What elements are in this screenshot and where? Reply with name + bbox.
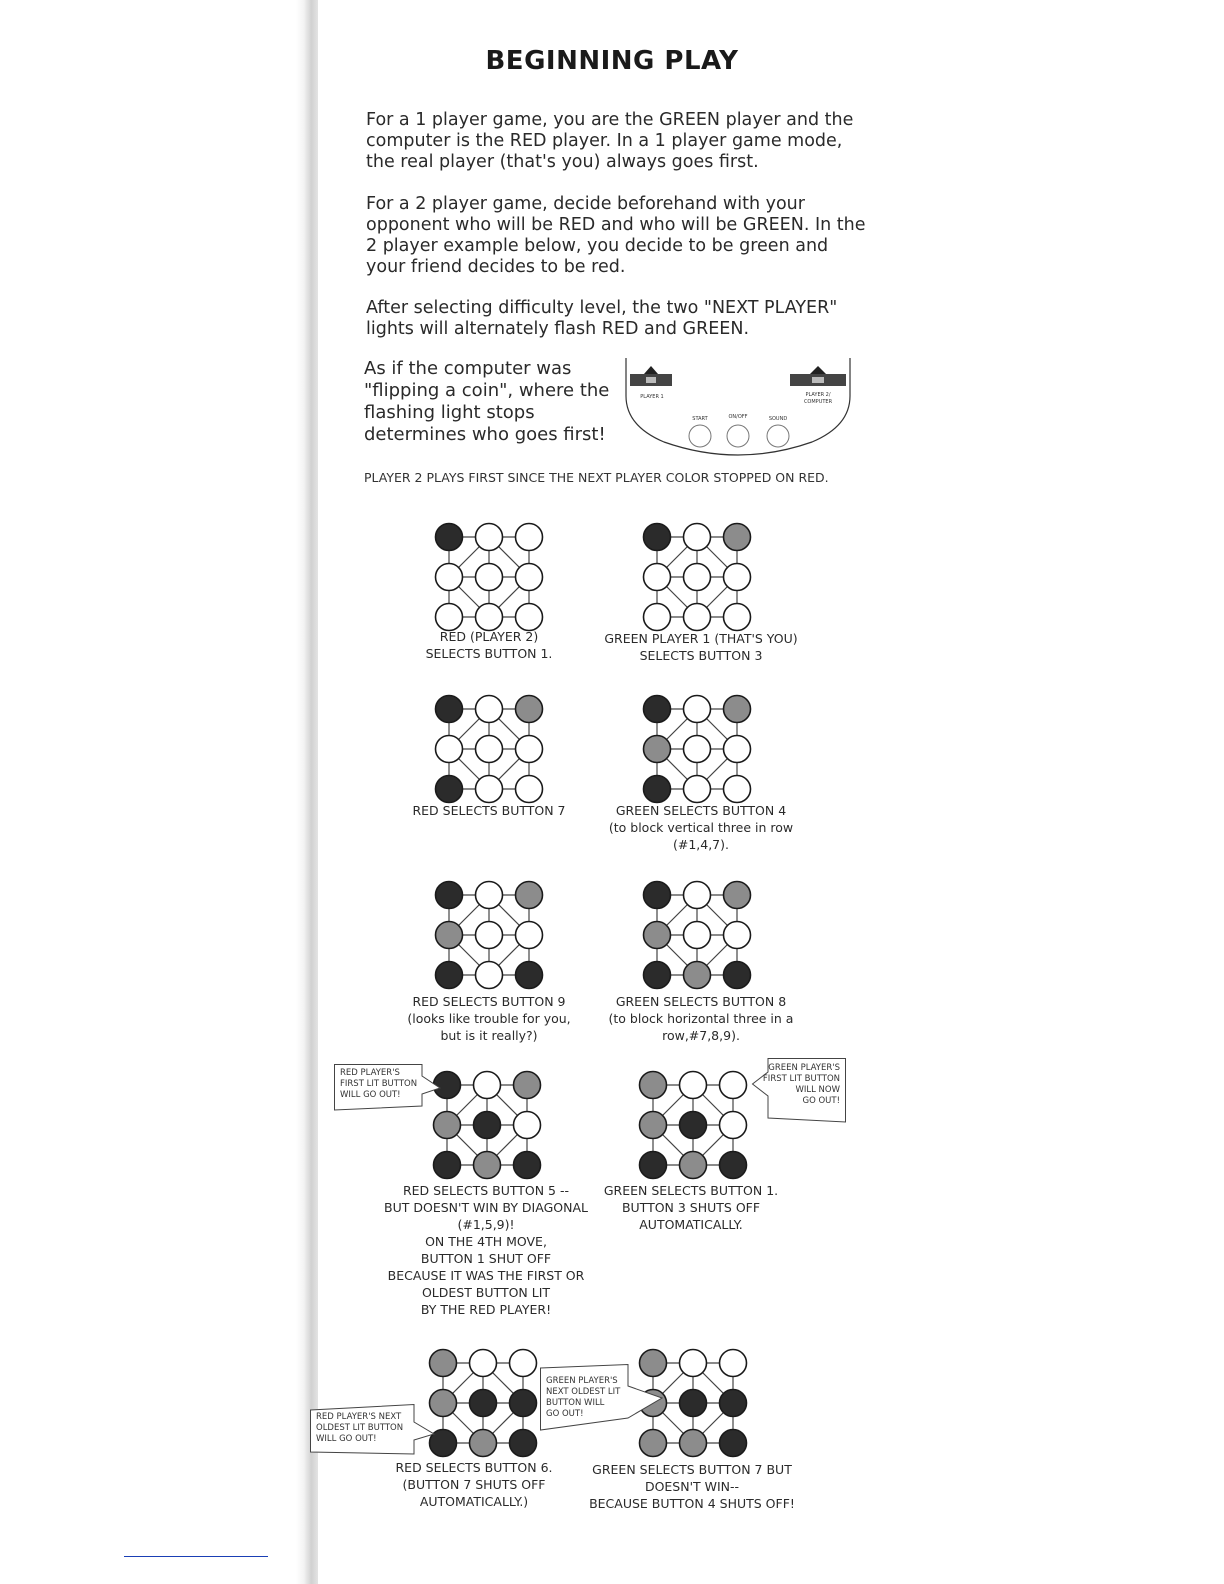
console-start-label: START: [692, 416, 708, 422]
board-9: [418, 1338, 548, 1468]
game-button-6-unlit: [724, 564, 751, 591]
game-button-5-red-lit: [470, 1390, 497, 1417]
game-button-5-unlit: [684, 564, 711, 591]
console-computer-label: COMPUTER: [803, 399, 833, 405]
paragraph-one-player: For a 1 player game, you are the GREEN player and the computer is the RED player. In a 1 player game mode, the real player (that's you) always goes first.: [366, 110, 854, 172]
game-button-8-unlit: [476, 604, 503, 631]
game-button-7-red-lit: [436, 776, 463, 803]
game-button-7-unlit: [436, 604, 463, 631]
board-caption-7: [366, 1182, 606, 1318]
board-3: [424, 684, 554, 814]
game-button-5-unlit: [476, 736, 503, 763]
callout-line: GO OUT!: [546, 1409, 584, 1419]
game-button-7-red-lit: [436, 962, 463, 989]
player1-light-icon: [630, 366, 672, 386]
caption-line: BUTTON 3 SHUTS OFF: [621, 1200, 761, 1215]
game-button-3-unlit: [516, 524, 543, 551]
board-caption-8: [586, 1182, 796, 1233]
game-button-4-green-lit: [644, 922, 671, 949]
board-svg: [424, 684, 554, 814]
game-button-1-red-lit: [644, 696, 671, 723]
caption-line: GREEN SELECTS BUTTON 7 BUT: [592, 1462, 792, 1477]
game-button-4-green-lit: [434, 1112, 461, 1139]
caption-line: SELECTS BUTTON 3: [639, 648, 763, 663]
game-button-1-green-lit: [430, 1350, 457, 1377]
board-svg: [418, 1338, 548, 1468]
caption-line: (to block horizontal three in a: [608, 1011, 794, 1026]
game-button-6-red-lit: [510, 1390, 537, 1417]
caption-line: BECAUSE BUTTON 4 SHUTS OFF!: [589, 1496, 795, 1511]
footnote-rule: [124, 1556, 268, 1557]
game-button-9-unlit: [724, 776, 751, 803]
callout-line: GO OUT!: [802, 1096, 840, 1106]
board-svg: [424, 512, 554, 642]
game-button-5-unlit: [476, 922, 503, 949]
board-caption-2: [586, 630, 816, 664]
game-button-1-red-lit: [436, 882, 463, 909]
caption-line: AUTOMATICALLY.: [639, 1217, 743, 1232]
board-svg: [628, 1060, 758, 1190]
game-button-6-unlit: [724, 736, 751, 763]
caption-line: (to block vertical three in row: [608, 820, 794, 835]
game-button-2-unlit: [680, 1072, 707, 1099]
game-button-9-red-lit: [724, 962, 751, 989]
game-button-6-unlit: [516, 564, 543, 591]
game-button-2-unlit: [476, 696, 503, 723]
board-8: [628, 1060, 758, 1190]
board-caption-5: [384, 993, 594, 1044]
game-button-9-red-lit: [516, 962, 543, 989]
caption-line: row,#7,8,9).: [662, 1028, 740, 1043]
callout-line: NEXT OLDEST LIT: [546, 1387, 621, 1397]
board-4: [632, 684, 762, 814]
game-button-6-unlit: [516, 922, 543, 949]
game-button-6-red-lit: [720, 1390, 747, 1417]
caption-line: OLDEST BUTTON LIT: [421, 1285, 551, 1300]
game-button-9-red-lit: [720, 1430, 747, 1457]
game-button-8-green-lit: [680, 1430, 707, 1457]
game-button-5-unlit: [684, 922, 711, 949]
game-button-9-unlit: [516, 776, 543, 803]
caption-line: GREEN SELECTS BUTTON 8: [615, 994, 787, 1009]
game-button-2-unlit: [684, 882, 711, 909]
game-button-2-unlit: [474, 1072, 501, 1099]
caption-line: BECAUSE IT WAS THE FIRST OR: [387, 1268, 585, 1283]
board-6: [632, 870, 762, 1000]
board-2: [632, 512, 762, 642]
game-button-7-red-lit: [644, 776, 671, 803]
caption-line: (looks like trouble for you,: [407, 1011, 571, 1026]
caption-line: (#1,5,9)!: [457, 1217, 515, 1232]
board-caption-10: [572, 1461, 812, 1512]
game-button-8-green-lit: [474, 1152, 501, 1179]
board-caption-3: [394, 802, 584, 819]
game-button-5-unlit: [476, 564, 503, 591]
game-button-2-unlit: [680, 1350, 707, 1377]
callout-line: WILL GO OUT!: [316, 1434, 377, 1444]
game-button-1-red-lit: [644, 524, 671, 551]
callout-line: RED PLAYER'S: [340, 1068, 400, 1078]
game-button-1-red-lit: [436, 524, 463, 551]
callout-red-next-oldest: [310, 1404, 436, 1456]
game-button-9-unlit: [724, 604, 751, 631]
board-caption-1: [394, 628, 584, 662]
game-button-9-unlit: [516, 604, 543, 631]
caption-line: DOESN'T WIN--: [644, 1479, 740, 1494]
console-sound-label: SOUND: [768, 416, 788, 422]
game-button-8-unlit: [684, 604, 711, 631]
callout-line: GREEN PLAYER'S: [768, 1063, 840, 1073]
callout-line: FIRST LIT BUTTON: [340, 1079, 418, 1089]
game-button-3-green-lit: [724, 524, 751, 551]
caption-line: GREEN PLAYER 1 (THAT'S YOU): [604, 631, 798, 646]
caption-line: RED SELECTS BUTTON 7: [412, 803, 566, 818]
game-button-1-red-lit: [436, 696, 463, 723]
game-button-1-green-lit: [640, 1072, 667, 1099]
game-button-7-unlit: [644, 604, 671, 631]
game-button-8-unlit: [476, 962, 503, 989]
game-button-6-unlit: [724, 922, 751, 949]
game-button-5-red-lit: [680, 1390, 707, 1417]
game-button-9-red-lit: [514, 1152, 541, 1179]
board-caption-9: [384, 1459, 564, 1510]
console-illustration: [624, 356, 852, 460]
console-drawing: [624, 356, 852, 460]
game-button-3-green-lit: [516, 882, 543, 909]
caption-line: (#1,4,7).: [672, 837, 729, 852]
game-button-8-green-lit: [684, 962, 711, 989]
page-title: BEGINNING PLAY: [485, 46, 739, 76]
board-svg: [424, 870, 554, 1000]
callout-line: WILL GO OUT!: [340, 1090, 401, 1100]
caption-line: AUTOMATICALLY.): [419, 1494, 529, 1509]
caption-line: RED SELECTS BUTTON 6.: [395, 1460, 553, 1475]
coin-flip-text: As if the computer was "flipping a coin", where the flashing light stops determines who goes first!: [364, 358, 610, 445]
game-button-3-green-lit: [724, 882, 751, 909]
game-button-5-red-lit: [680, 1112, 707, 1139]
game-button-4-unlit: [644, 564, 671, 591]
caption-line: RED SELECTS BUTTON 5 --: [402, 1183, 570, 1198]
caption-line: BY THE RED PLAYER!: [420, 1302, 552, 1317]
game-button-3-unlit: [510, 1350, 537, 1377]
game-button-6-unlit: [516, 736, 543, 763]
game-button-8-unlit: [684, 776, 711, 803]
game-button-7-red-lit: [644, 962, 671, 989]
game-button-1-red-lit: [644, 882, 671, 909]
callout-line: WILL NOW: [795, 1085, 840, 1095]
caption-line: BUT DOESN'T WIN BY DIAGONAL: [384, 1200, 588, 1215]
board-svg: [632, 684, 762, 814]
callout-line: OLDEST LIT BUTTON: [316, 1423, 404, 1433]
game-button-6-unlit: [514, 1112, 541, 1139]
callout-line: FIRST LIT BUTTON: [762, 1074, 840, 1084]
player2-light-icon: [790, 366, 846, 386]
game-button-4-green-lit: [436, 922, 463, 949]
game-button-2-unlit: [476, 882, 503, 909]
callout-green-first-lit: [752, 1058, 846, 1124]
caption-line: RED (PLAYER 2): [439, 629, 539, 644]
game-button-5-unlit: [684, 736, 711, 763]
game-button-3-unlit: [720, 1072, 747, 1099]
game-button-2-unlit: [684, 524, 711, 551]
game-button-3-green-lit: [514, 1072, 541, 1099]
game-button-4-unlit: [436, 564, 463, 591]
game-button-7-red-lit: [434, 1152, 461, 1179]
game-button-2-unlit: [684, 696, 711, 723]
board-caption-4: [586, 802, 816, 853]
board-svg: [632, 870, 762, 1000]
console-onoff-label: ON/OFF: [728, 414, 748, 420]
caption-line: ON THE 4TH MOVE,: [425, 1234, 547, 1249]
game-button-3-unlit: [720, 1350, 747, 1377]
game-button-8-green-lit: [680, 1152, 707, 1179]
caption-line: GREEN SELECTS BUTTON 1.: [603, 1183, 779, 1198]
caption-line: BUTTON 1 SHUT OFF: [420, 1251, 552, 1266]
game-button-7-red-lit: [640, 1152, 667, 1179]
game-button-2-unlit: [476, 524, 503, 551]
callout-line: BUTTON WILL: [546, 1398, 605, 1408]
paragraph-two-player: For a 2 player game, decide beforehand with your opponent who will be RED and who will be GREEN. In the 2 player example below, you decide to be green and your friend decides to be red.: [366, 194, 866, 277]
game-button-8-unlit: [476, 776, 503, 803]
game-button-4-green-lit: [644, 736, 671, 763]
caption-line: (BUTTON 7 SHUTS OFF: [402, 1477, 546, 1492]
game-button-6-unlit: [720, 1112, 747, 1139]
board-1: [424, 512, 554, 642]
first-player-statement: PLAYER 2 PLAYS FIRST SINCE THE NEXT PLAYER COLOR STOPPED ON RED.: [364, 470, 829, 485]
game-button-3-green-lit: [516, 696, 543, 723]
caption-line: SELECTS BUTTON 1.: [425, 646, 553, 661]
caption-line: but is it really?): [440, 1028, 538, 1043]
console-onoff-button: [727, 425, 749, 447]
console-sound-button: [767, 425, 789, 447]
game-button-5-red-lit: [474, 1112, 501, 1139]
board-svg: [632, 512, 762, 642]
callout-line: GREEN PLAYER'S: [546, 1376, 618, 1386]
game-button-8-green-lit: [470, 1430, 497, 1457]
console-player1-label: PLAYER 1: [640, 394, 664, 400]
board-caption-6: [586, 993, 816, 1044]
callout-line: RED PLAYER'S NEXT: [316, 1412, 402, 1422]
paragraph-next-player-lights: After selecting difficulty level, the two "NEXT PLAYER" lights will alternately flash RED and GREEN.: [366, 298, 838, 339]
game-button-3-green-lit: [724, 696, 751, 723]
callout-red-first-lit: [334, 1064, 444, 1114]
game-button-4-green-lit: [640, 1112, 667, 1139]
board-5: [424, 870, 554, 1000]
game-button-9-red-lit: [720, 1152, 747, 1179]
game-button-4-unlit: [436, 736, 463, 763]
caption-line: GREEN SELECTS BUTTON 4: [615, 803, 787, 818]
scan-binding-edge: [296, 0, 318, 1584]
console-start-button: [689, 425, 711, 447]
caption-line: RED SELECTS BUTTON 9: [412, 994, 566, 1009]
callout-green-next-oldest: [540, 1364, 664, 1436]
game-button-2-unlit: [470, 1350, 497, 1377]
game-button-9-red-lit: [510, 1430, 537, 1457]
console-player2-label: PLAYER 2/: [805, 392, 831, 398]
